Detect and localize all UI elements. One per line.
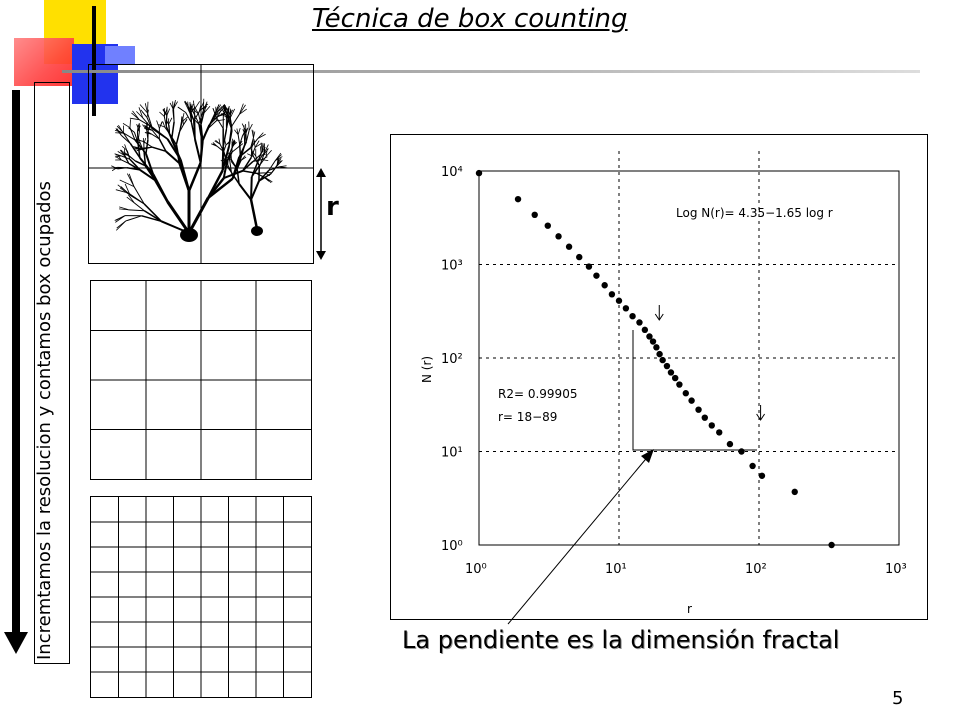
data-point xyxy=(668,369,674,375)
data-point xyxy=(636,319,642,325)
data-point xyxy=(601,282,607,288)
data-point xyxy=(586,263,592,269)
x-tick-label: 10⁰ xyxy=(465,562,487,577)
data-point xyxy=(656,351,662,357)
pointer-arrow xyxy=(500,440,670,630)
y-tick-label: 10² xyxy=(441,352,463,367)
down-arrow-shaft xyxy=(12,90,20,640)
y-tick-label: 10¹ xyxy=(441,445,463,461)
data-point xyxy=(623,305,629,311)
x-tick-label: 10² xyxy=(745,562,767,577)
data-point xyxy=(616,298,622,304)
data-point xyxy=(702,414,708,420)
data-point xyxy=(593,272,599,278)
r-label: r xyxy=(326,192,339,222)
data-point xyxy=(555,233,561,239)
data-point xyxy=(695,406,701,412)
data-point xyxy=(759,473,765,479)
y-tick-label: 10⁰ xyxy=(441,539,463,554)
data-point xyxy=(664,363,670,369)
data-point xyxy=(515,196,521,202)
y-axis-label: N (r) xyxy=(420,355,434,383)
caption: La pendiente es la dimensión fractal xyxy=(402,626,840,654)
grid-2x2 xyxy=(88,64,314,264)
y-tick-label: 10³ xyxy=(441,258,463,274)
grid-4x4 xyxy=(90,280,312,480)
range-annotation: r= 18−89 xyxy=(498,410,558,424)
data-point xyxy=(716,429,722,435)
x-axis-label: r xyxy=(687,602,692,616)
neuron-image xyxy=(89,65,313,263)
data-point xyxy=(476,170,482,176)
slope-triangle xyxy=(633,330,757,450)
data-point xyxy=(683,390,689,396)
x-tick-label: 10¹ xyxy=(605,562,627,577)
data-point xyxy=(609,291,615,297)
r2-annotation: R2= 0.99905 xyxy=(498,387,578,401)
data-point xyxy=(545,223,551,229)
data-point xyxy=(792,489,798,495)
side-label: Incremtamos la resolucion y contamos box ocupados xyxy=(34,181,55,660)
data-point xyxy=(650,338,656,344)
down-arrow-icon xyxy=(4,632,28,654)
x-tick-label: 10³ xyxy=(885,562,907,577)
grid-8x8 xyxy=(90,496,312,698)
data-point xyxy=(688,397,694,403)
equation-annotation: Log N(r)= 4.35−1.65 log r xyxy=(676,206,833,220)
page-number: 5 xyxy=(892,688,904,709)
data-point xyxy=(676,381,682,387)
data-point xyxy=(749,463,755,469)
slide-title: Técnica de box counting xyxy=(312,4,628,34)
data-point xyxy=(672,375,678,381)
data-point xyxy=(566,244,572,250)
data-point xyxy=(709,422,715,428)
data-point xyxy=(532,212,538,218)
data-point xyxy=(727,441,733,447)
data-point xyxy=(642,327,648,333)
data-point xyxy=(738,448,744,454)
data-point xyxy=(653,344,659,350)
data-point xyxy=(659,357,665,363)
decor-red-block xyxy=(14,38,74,86)
data-point xyxy=(828,542,834,548)
data-point xyxy=(576,254,582,260)
data-point xyxy=(629,313,635,319)
decor-lightblue-block xyxy=(105,46,135,64)
y-tick-label: 10⁴ xyxy=(441,165,463,180)
